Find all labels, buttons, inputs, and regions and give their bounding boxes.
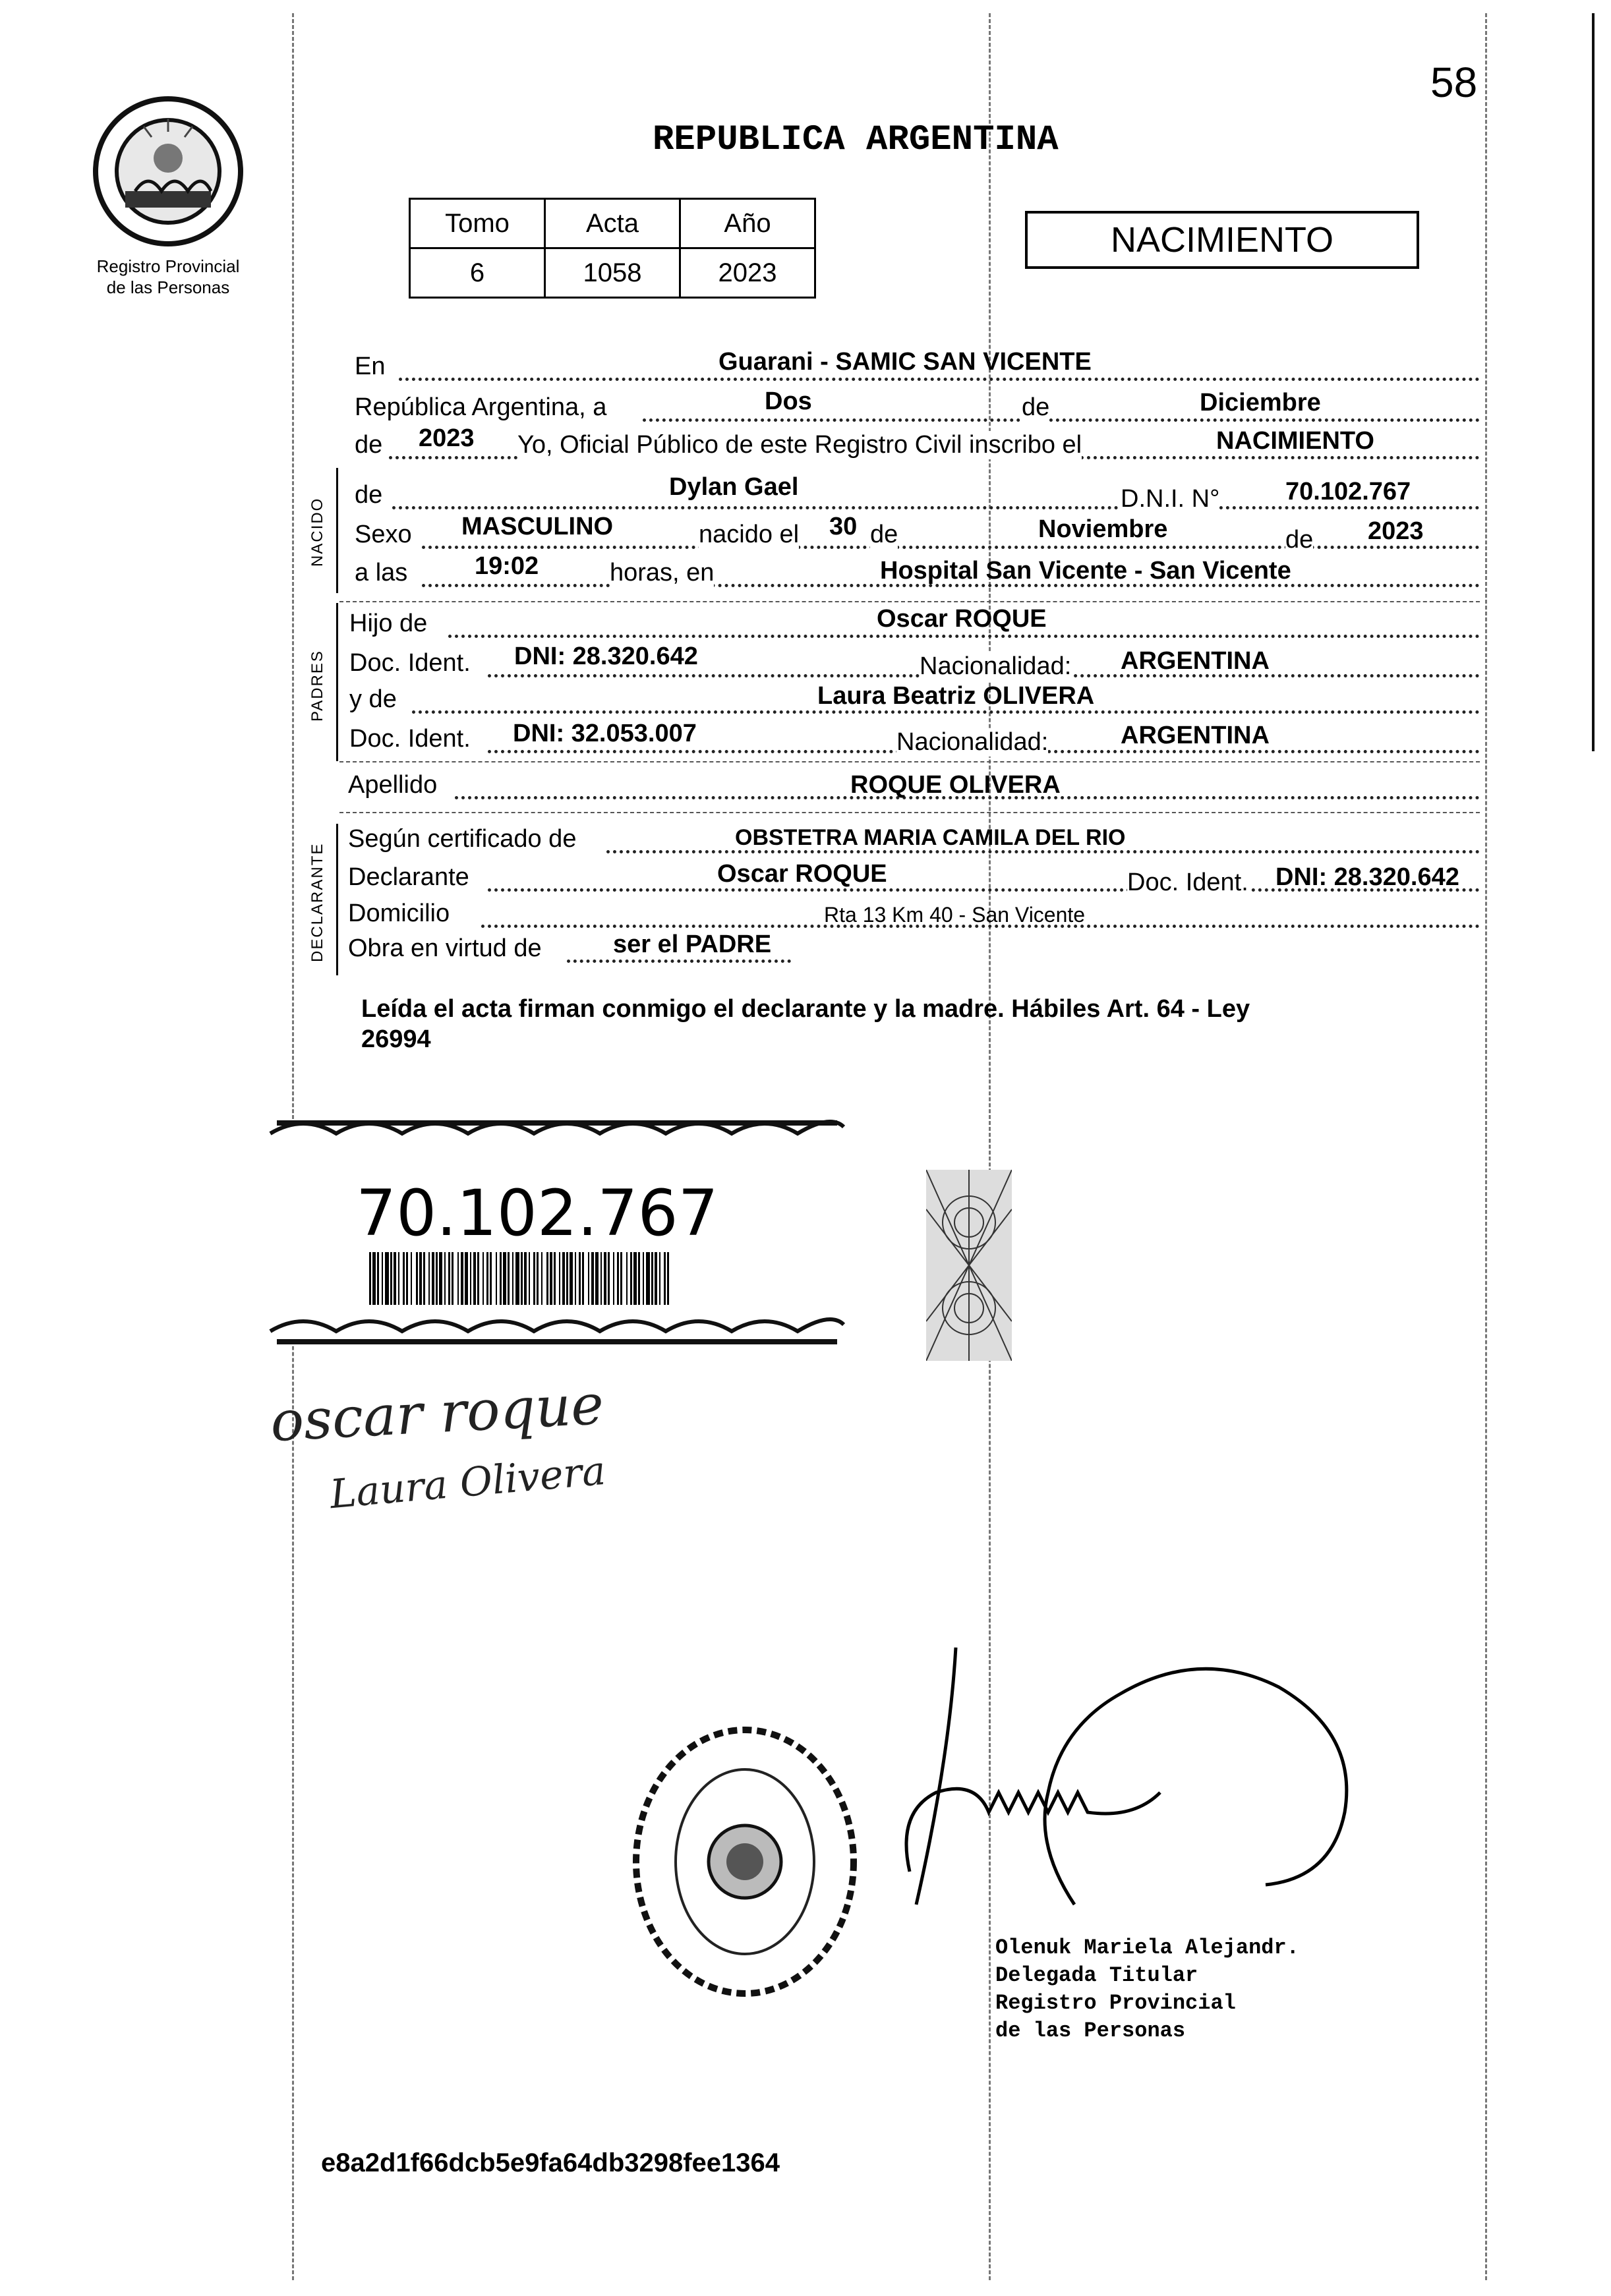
barcode-bar (646, 1252, 650, 1305)
barcode-bar (369, 1252, 371, 1305)
signature-scribble-icon (857, 1595, 1417, 1937)
barcode-bar (448, 1252, 450, 1305)
closing-statement (361, 994, 1250, 1054)
barcode-bar (638, 1252, 640, 1305)
field-birth-year: 2023 (1368, 517, 1424, 545)
document-hash: e8a2d1f66dcb5e9fa64db3298fee1364 (321, 2148, 780, 2177)
label-hijo-de: Hijo de (349, 610, 428, 637)
official-role: Delegada Titular (995, 1963, 1198, 1988)
handwritten-signature-declarant: oscar roque (268, 1371, 606, 1454)
barcode-bar (582, 1252, 584, 1305)
label-domicilio: Domicilio (348, 900, 450, 927)
barcode-bar (643, 1252, 644, 1305)
barcode-bar (562, 1252, 565, 1305)
barcode-bar (500, 1252, 502, 1305)
barcode-bar (394, 1252, 396, 1305)
barcode-bar (436, 1252, 438, 1305)
fill-line (422, 546, 1480, 549)
section-bar (336, 824, 338, 975)
barcode-sticker (264, 1114, 850, 1351)
barcode-bar (403, 1252, 405, 1305)
page-title: REPUBLICA ARGENTINA (653, 120, 1059, 160)
label-de: de (355, 431, 383, 459)
field-birth-day: 30 (829, 513, 858, 540)
barcode-icon (369, 1252, 672, 1305)
barcode-bar (591, 1252, 594, 1305)
label-doc-ident: Doc. Ident. (349, 649, 471, 677)
barcode-bar (546, 1252, 548, 1305)
field-place-of-registration: Guarani - SAMIC SAN VICENTE (718, 348, 1092, 376)
barcode-bar (604, 1252, 606, 1305)
barcode-bar (515, 1252, 519, 1305)
label-dni: D.N.I. N° (1121, 485, 1220, 513)
closing-text-line-1: Leída el acta firman conmigo el declarante y la madre. Hábiles Art. 64 - Ley (361, 995, 1250, 1023)
barcode-bar (444, 1252, 446, 1305)
label-declarante: Declarante (348, 863, 469, 891)
field-declarant-doc: DNI: 28.320.642 (1275, 863, 1459, 891)
table-header: Tomo (410, 199, 545, 248)
official-office-line-1: Registro Provincial (995, 1991, 1236, 2015)
fill-line (567, 960, 791, 963)
barcode-bar (655, 1252, 657, 1305)
barcode-bar (503, 1252, 506, 1305)
barcode-bar (541, 1252, 542, 1305)
table-cell: 6 (410, 248, 545, 298)
label-en: En (355, 353, 386, 380)
field-dni: 70.102.767 (1285, 478, 1411, 505)
barcode-bar (508, 1252, 510, 1305)
barcode-bar (398, 1252, 399, 1305)
fill-line (643, 418, 1480, 422)
barcode-bar (419, 1252, 422, 1305)
barcode-bar (600, 1252, 602, 1305)
label-a-las: a las (355, 559, 408, 587)
barcode-bar (411, 1252, 412, 1305)
fill-line (412, 710, 1480, 714)
seal-caption-line-2: de las Personas (106, 277, 230, 297)
barcode-bar (664, 1252, 666, 1305)
label-apellido: Apellido (348, 771, 438, 799)
label-y-de: y de (349, 685, 397, 713)
security-hologram (926, 1170, 1012, 1361)
label-yo-text: Yo, Oficial Público de este Registro Civil inscribo el (517, 431, 1082, 459)
barcode-bar (439, 1252, 442, 1305)
barcode-bar (452, 1252, 454, 1305)
label-nacionalidad: Nacionalidad: (896, 728, 1049, 756)
label-obra: Obra en virtud de (348, 934, 542, 962)
barcode-bar (659, 1252, 660, 1305)
field-day: Dos (765, 387, 812, 415)
page-number: 58 (1430, 59, 1478, 106)
official-name: Olenuk Mariela Alejandr. (995, 1936, 1299, 1960)
label-de: de (1285, 526, 1314, 554)
field-certificate-issuer: OBSTETRA MARIA CAMILA DEL RIO (735, 825, 1126, 850)
side-label-declarante: DECLARANTE (308, 842, 326, 962)
official-office-line-2: de las Personas (995, 2019, 1186, 2043)
barcode-bar (457, 1252, 459, 1305)
barcode-bar (630, 1252, 632, 1305)
seal-emblem-icon (89, 92, 247, 250)
barcode-bar (570, 1252, 573, 1305)
barcode-bar (533, 1252, 535, 1305)
field-declarant-name: Oscar ROQUE (717, 860, 887, 888)
label-nacido: nacido el (699, 521, 800, 548)
barcode-bar (465, 1252, 468, 1305)
barcode-bar (512, 1252, 513, 1305)
field-child-name: Dylan Gael (669, 473, 799, 501)
barcode-bar (473, 1252, 476, 1305)
barcode-bar (626, 1252, 628, 1305)
barcode-bar (496, 1252, 497, 1305)
field-address: Rta 13 Km 40 - San Vicente (824, 903, 1086, 927)
field-surname: ROQUE OLIVERA (850, 771, 1061, 799)
table-cell: 2023 (680, 248, 815, 298)
section-bar (336, 468, 338, 593)
field-father-doc: DNI: 28.320.642 (514, 643, 698, 670)
fill-line (392, 506, 1480, 509)
label-sexo: Sexo (355, 521, 412, 548)
barcode-bar (613, 1252, 614, 1305)
barcode-bar (416, 1252, 418, 1305)
section-divider (339, 601, 1480, 602)
official-stamp (626, 1720, 864, 2003)
barcode-bar (667, 1252, 669, 1305)
section-divider (339, 761, 1480, 762)
field-year: 2023 (419, 424, 475, 452)
field-birth-month: Noviembre (1038, 515, 1168, 543)
label-nacionalidad: Nacionalidad: (920, 652, 1072, 680)
barcode-bar (483, 1252, 484, 1305)
barcode-bar (550, 1252, 552, 1305)
label-segun: Según certificado de (348, 825, 577, 853)
barcode-bar (575, 1252, 576, 1305)
handwritten-signature-mother: Laura Olivera (328, 1447, 608, 1518)
barcode-bar (559, 1252, 560, 1305)
barcode-bar (423, 1252, 425, 1305)
label-republica: República Argentina, a (355, 393, 607, 421)
table-header: Acta (545, 199, 680, 248)
document-type-box: NACIMIENTO (1025, 211, 1419, 269)
field-mother-doc: DNI: 32.053.007 (513, 720, 697, 747)
barcode-bar (390, 1252, 392, 1305)
label-horas: horas, en (610, 559, 715, 587)
stamp-seal-icon (626, 1720, 864, 2003)
label-de: de (870, 521, 898, 548)
barcode-bar (428, 1252, 430, 1305)
right-edge-bar (1592, 13, 1595, 751)
barcode-bar (432, 1252, 434, 1305)
side-label-nacido: NACIDO (308, 497, 326, 567)
barcode-bar (524, 1252, 527, 1305)
barcode-bar (579, 1252, 581, 1305)
field-birth-place: Hospital San Vicente - San Vicente (880, 557, 1291, 585)
field-sex: MASCULINO (461, 513, 614, 540)
field-mother-name: Laura Beatriz OLIVERA (817, 682, 1095, 710)
barcode-bar (521, 1252, 523, 1305)
closing-text-line-2: 26994 (361, 1025, 431, 1053)
barcode-bar (470, 1252, 471, 1305)
barcode-bar (529, 1252, 530, 1305)
barcode-bar (406, 1252, 408, 1305)
fill-line (448, 635, 1480, 638)
barcode-bar (620, 1252, 622, 1305)
field-father-nationality: ARGENTINA (1121, 647, 1270, 675)
barcode-bar (595, 1252, 599, 1305)
field-month: Diciembre (1200, 389, 1321, 416)
barcode-bar (554, 1252, 556, 1305)
barcode-bar (372, 1252, 376, 1305)
section-divider (339, 812, 1480, 813)
field-birth-time: 19:02 (475, 552, 539, 580)
barcode-number: 70.102.767 (356, 1176, 718, 1250)
fill-line (399, 378, 1480, 381)
barcode-bar (382, 1252, 383, 1305)
record-table (409, 198, 816, 299)
barcode-bar (617, 1252, 619, 1305)
label-doc-ident: Doc. Ident. (1127, 869, 1248, 896)
hologram-pattern-icon (926, 1170, 1012, 1361)
barcode-bar (651, 1252, 653, 1305)
field-event: NACIMIENTO (1216, 427, 1374, 455)
barcode-bar (377, 1252, 379, 1305)
field-father-name: Oscar ROQUE (877, 605, 1047, 633)
barcode-bar (633, 1252, 637, 1305)
field-mother-nationality: ARGENTINA (1121, 722, 1270, 749)
label-doc-ident: Doc. Ident. (349, 725, 471, 753)
table-cell: 1058 (545, 248, 680, 298)
barcode-bar (537, 1252, 539, 1305)
barcode-bar (385, 1252, 389, 1305)
barcode-bar (486, 1252, 488, 1305)
barcode-bar (490, 1252, 492, 1305)
right-margin-guide (1485, 13, 1487, 2280)
barcode-bar (461, 1252, 463, 1305)
official-signature-block (995, 1934, 1299, 2045)
barcode-bar (588, 1252, 589, 1305)
section-bar (336, 603, 338, 761)
side-label-padres: PADRES (308, 650, 326, 722)
field-declarant-relation: ser el PADRE (613, 931, 772, 958)
provincial-seal (89, 92, 247, 250)
seal-caption-line-1: Registro Provincial (96, 256, 240, 276)
barcode-bar (477, 1252, 479, 1305)
table-header: Año (680, 199, 815, 248)
barcode-bar (608, 1252, 610, 1305)
label-de: de (1022, 393, 1050, 421)
label-de: de (355, 481, 383, 509)
seal-caption (79, 256, 257, 298)
barcode-bar (566, 1252, 568, 1305)
official-signature (857, 1595, 1417, 1937)
